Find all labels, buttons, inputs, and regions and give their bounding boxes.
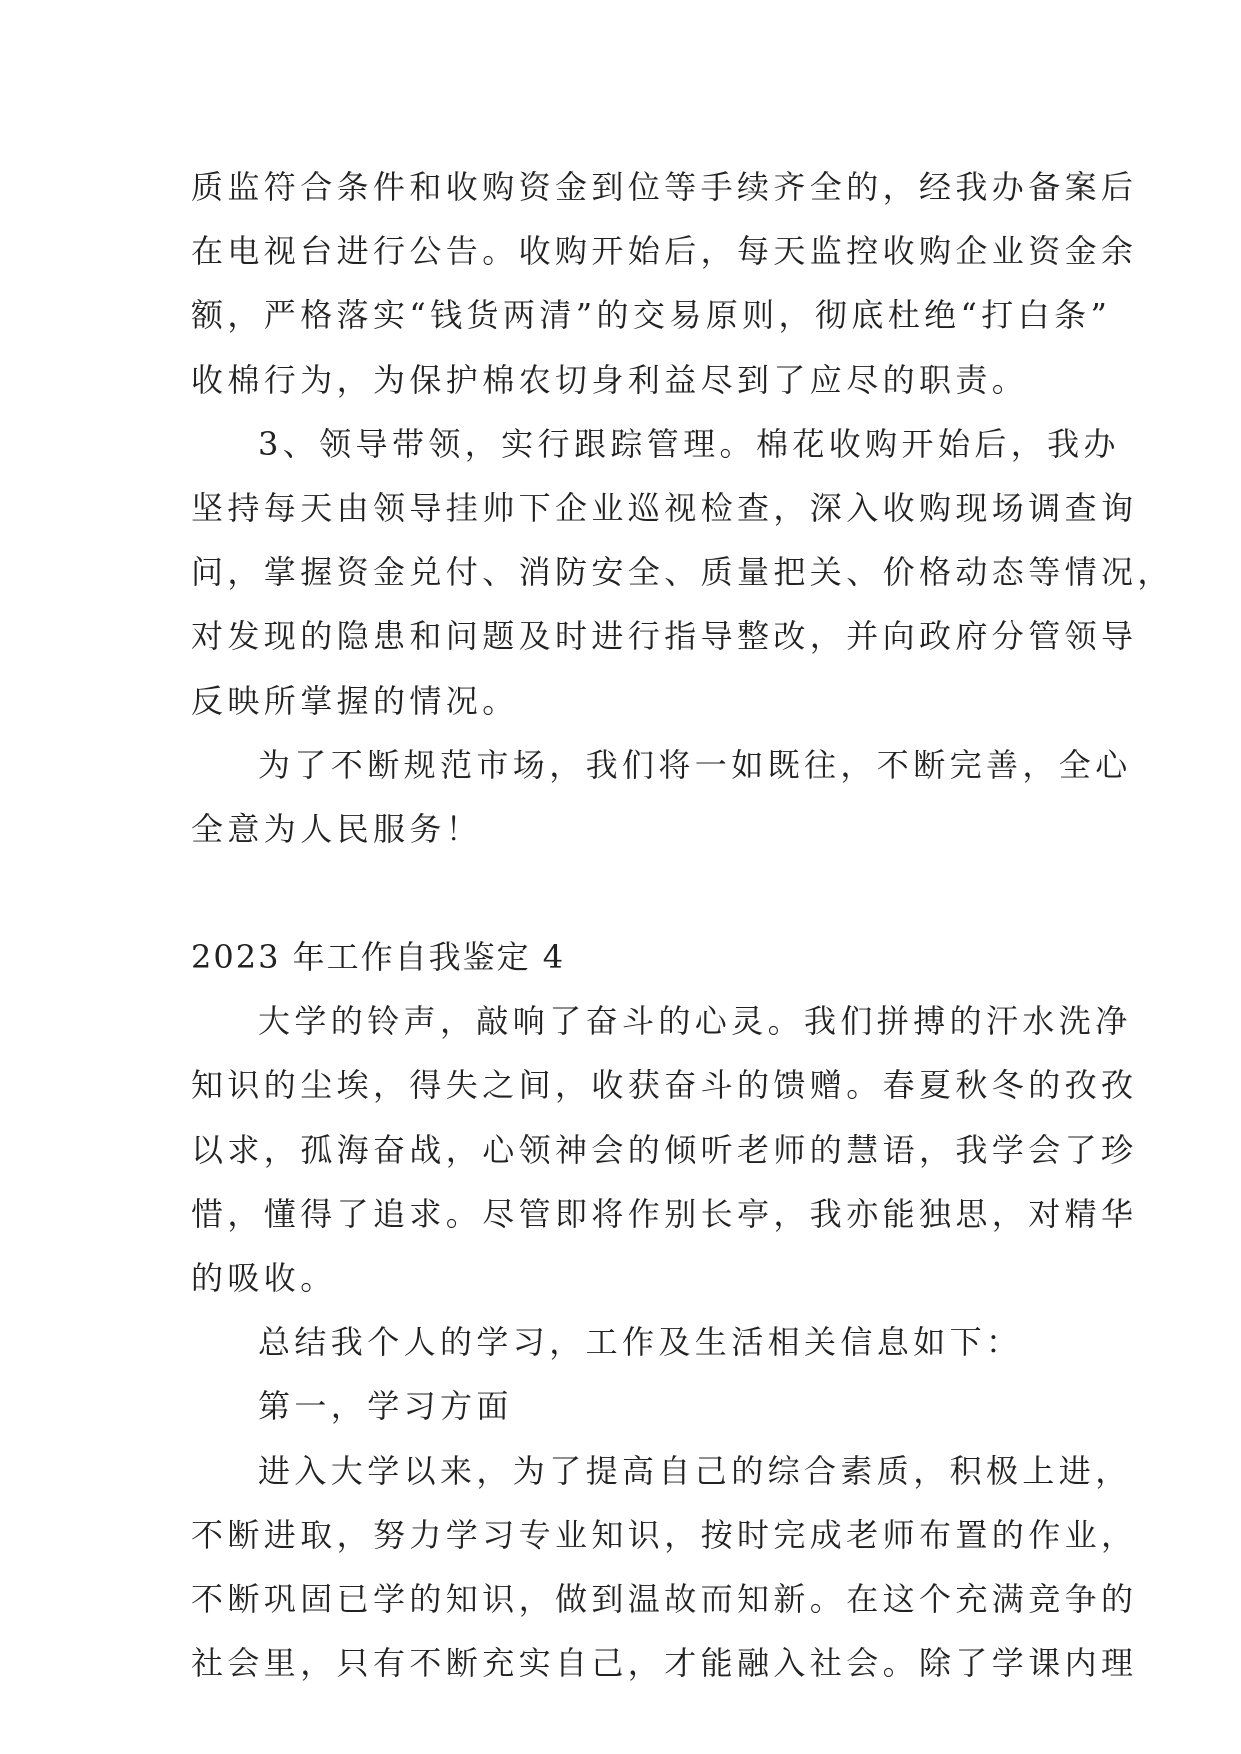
paragraph-line: 在电视台进行公告。收购开始后，每天监控收购企业资金余 <box>191 232 1138 271</box>
paragraph-line: 问，掌握资金兑付、消防安全、质量把关、价格动态等情况， <box>191 553 1174 592</box>
paragraph-line: 大学的铃声，敲响了奋斗的心灵。我们拼搏的汗水洗净 <box>258 1002 1132 1041</box>
paragraph-line: 3、领导带领，实行跟踪管理。棉花收购开始后，我办 <box>258 424 1120 463</box>
paragraph-line: 为了不断规范市场，我们将一如既往，不断完善，全心 <box>258 745 1132 784</box>
paragraph-line: 坚持每天由领导挂帅下企业巡视检查，深入收购现场调查询 <box>191 488 1138 527</box>
paragraph-line: 收棉行为，为保护棉农切身利益尽到了应尽的职责。 <box>191 360 1029 399</box>
paragraph-line: 总结我个人的学习，工作及生活相关信息如下： <box>258 1323 1023 1362</box>
paragraph-line: 的吸收。 <box>191 1259 337 1297</box>
paragraph-line: 知识的尘埃，得失之间，收获奋斗的馈赠。春夏秋冬的孜孜 <box>191 1066 1138 1105</box>
section-gap <box>191 861 1071 925</box>
paragraph-line: 不断巩固已学的知识，做到温故而知新。在这个充满竞争的 <box>191 1579 1138 1618</box>
paragraph-line: 对发现的隐患和问题及时进行指导整改，并向政府分管领导 <box>191 617 1138 656</box>
paragraph-line: 反映所掌握的情况。 <box>191 681 519 720</box>
paragraph-line: 不断进取，努力学习专业知识，按时完成老师布置的作业， <box>191 1515 1138 1554</box>
paragraph-line: 社会里，只有不断充实自己，才能融入社会。除了学课内理 <box>191 1644 1138 1683</box>
paragraph-line: 惜，懂得了追求。尽管即将作别长亭，我亦能独思，对精华 <box>191 1194 1138 1233</box>
subheading-line: 第一，学习方面 <box>258 1387 513 1426</box>
section-heading: 2023 年工作自我鉴定 4 <box>191 938 566 977</box>
paragraph-line: 质监符合条件和收购资金到位等手续齐全的，经我办备案后 <box>191 168 1138 206</box>
document-body <box>191 155 1174 1695</box>
paragraph-line: 进入大学以来，为了提高自己的综合素质，积极上进， <box>258 1451 1132 1490</box>
paragraph-line: 额，严格落实“钱货两清”的交易原则，彻底杜绝“打白条” <box>191 296 1112 335</box>
paragraph-line: 全意为人民服务！ <box>191 809 483 848</box>
paragraph-line: 以求，孤海奋战，心领神会的倾听老师的慧语，我学会了珍 <box>191 1130 1138 1169</box>
